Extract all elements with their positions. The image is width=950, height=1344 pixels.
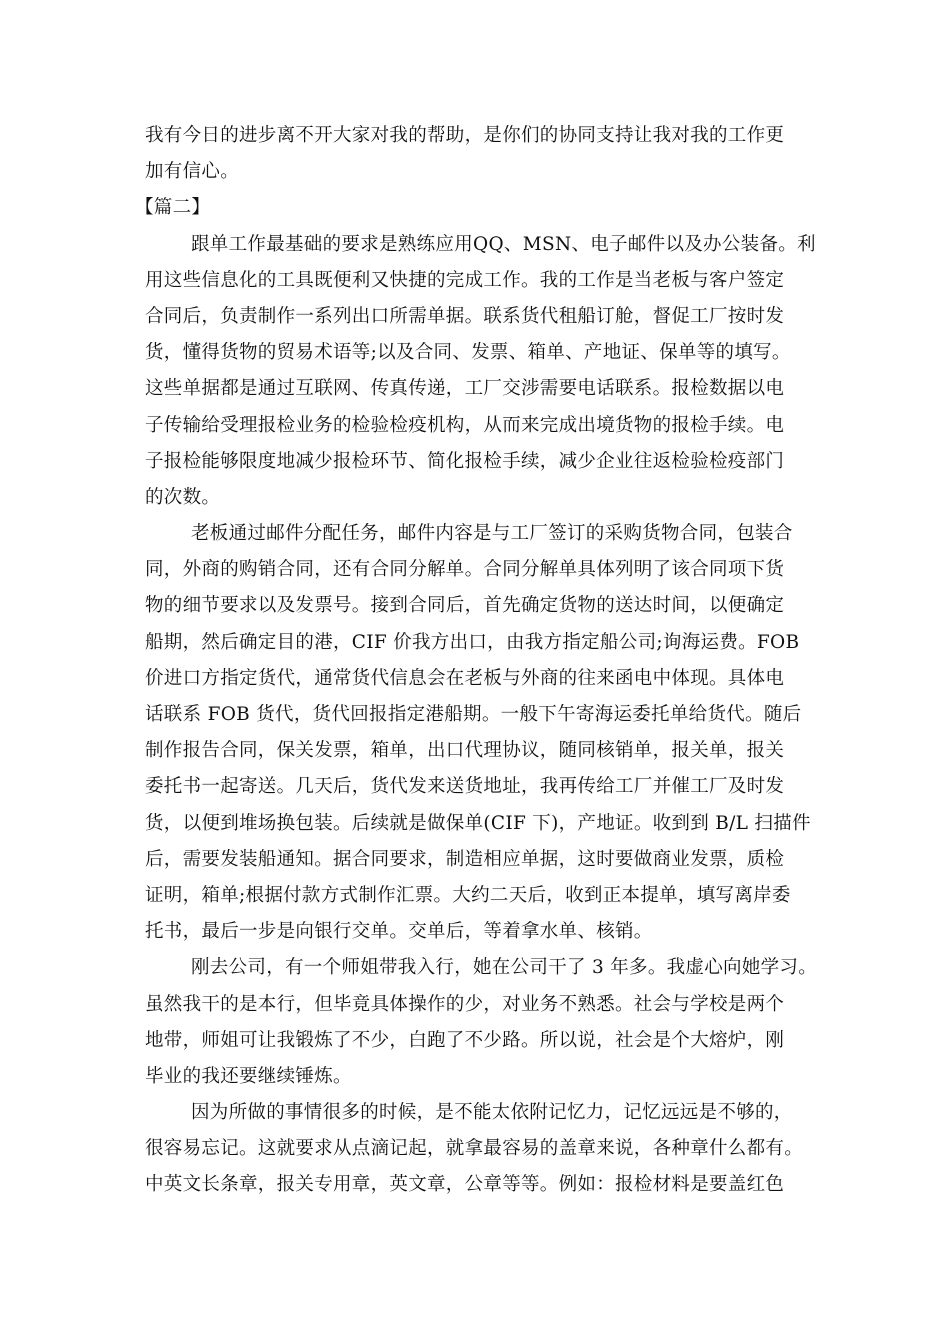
paragraph-line: 这些单据都是通过互联网、传真传递，工厂交涉需要电话联系。报检数据以电 [145, 378, 785, 400]
paragraph-line: 同，外商的购销合同，还有合同分解单。合同分解单具体列明了该合同项下货 [145, 559, 785, 581]
paragraph-line: 证明，箱单;根据付款方式制作汇票。大约二天后，收到正本提单，填写离岸委 [145, 884, 791, 906]
paragraph-line: 物的细节要求以及发票号。接到合同后，首先确定货物的送达时间，以便确定 [145, 595, 785, 617]
paragraph-line: 中英文长条章，报关专用章，英文章，公章等等。例如：报检材料是要盖红色 [145, 1174, 785, 1196]
paragraph-line: 地带，师姐可让我锻炼了不少，白跑了不少路。所以说，社会是个大熔炉，刚 [145, 1029, 785, 1051]
paragraph-line: 子传输给受理报检业务的检验检疫机构，从而来完成出境货物的报检手续。电 [145, 414, 785, 436]
paragraph-line: 很容易忘记。这就要求从点滴记起，就拿最容易的盖章来说，各种章什么都有。 [145, 1138, 804, 1160]
intro-line: 加有信心。 [145, 161, 240, 183]
paragraph-line: 船期，然后确定目的港，CIF 价我方出口，由我方指定船公司;询海运费。FOB [145, 631, 800, 653]
section-heading: 【篇二】 [135, 197, 211, 219]
paragraph-line: 的次数。 [145, 486, 221, 508]
paragraph-line: 用这些信息化的工具既便利又快捷的完成工作。我的工作是当老板与客户签定 [145, 269, 785, 291]
paragraph-line: 制作报告合同，保关发票，箱单，出口代理协议，随同核销单，报关单，报关 [145, 740, 785, 762]
paragraph-line: 因为所做的事情很多的时候，是不能太依附记忆力，记忆远远是不够的， [191, 1102, 793, 1124]
paragraph-line: 子报检能够限度地减少报检环节、简化报检手续，减少企业往返检验检疫部门 [145, 450, 785, 472]
paragraph-line: 跟单工作最基础的要求是熟练应用QQ、MSN、电子邮件以及办公装备。利 [191, 233, 816, 255]
paragraph-line: 话联系 FOB 货代，货代回报指定港船期。一般下午寄海运委托单给货代。随后 [145, 704, 802, 725]
paragraph-line: 毕业的我还要继续锤炼。 [145, 1065, 352, 1087]
intro-line: 我有今日的进步离不开大家对我的帮助，是你们的协同支持让我对我的工作更 [145, 125, 785, 146]
paragraph-line: 后，需要发装船通知。据合同要求，制造相应单据，这时要做商业发票，质检 [145, 848, 785, 870]
paragraph-line: 托书，最后一步是向银行交单。交单后，等着拿水单、核销。 [145, 921, 653, 943]
paragraph-line: 价进口方指定货代，通常货代信息会在老板与外商的往来函电中体现。具体电 [145, 667, 785, 689]
paragraph-line: 货，以便到堆场换包装。后续就是做保单(CIF 下)，产地证。收到到 B/L 扫描件 [145, 812, 811, 834]
paragraph-line: 委托书一起寄送。几天后，货代发来送货地址，我再传给工厂并催工厂及时发 [145, 776, 785, 798]
document-body [135, 118, 818, 1204]
paragraph-line: 合同后，负责制作一系列出口所需单据。联系货代租船订舱，督促工厂按时发 [145, 305, 785, 327]
paragraph-line: 货，懂得货物的贸易术语等;以及合同、发票、箱单、产地证、保单等的填写。 [145, 342, 791, 364]
paragraph-line: 刚去公司，有一个师姐带我入行，她在公司干了 3 年多。我虚心向她学习。 [191, 957, 818, 979]
paragraph-line: 虽然我干的是本行，但毕竟具体操作的少，对业务不熟悉。社会与学校是两个 [145, 993, 785, 1015]
paragraph-line: 老板通过邮件分配任务，邮件内容是与工厂签订的采购货物合同，包装合 [191, 523, 793, 545]
